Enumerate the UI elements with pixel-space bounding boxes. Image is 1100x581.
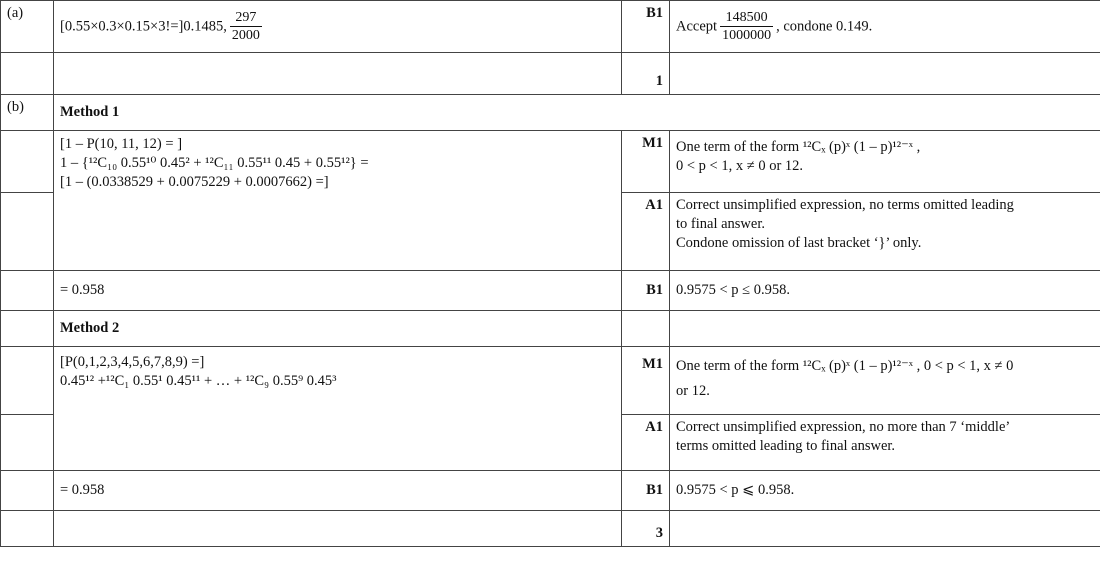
method2-m1-guidance: One term of the form ¹²Cₓ (p)ˣ (1 – p)¹²⁻ˣ , 0 < p < 1, x ≠ 0 or 12. xyxy=(670,347,1100,415)
method2-answer: = 0.958 xyxy=(54,471,622,511)
question-label-a: (a) xyxy=(1,1,54,53)
part-a-mark: B1 xyxy=(622,1,670,53)
part-a-fraction: $\frac{297}{2000}$ xyxy=(231,10,260,43)
method1-a1-mark: A1 xyxy=(622,193,670,271)
method2-m1-row xyxy=(1,347,1100,415)
method2-a1-guidance: Correct unsimplified expression, no more than 7 ‘middle’ terms omitted leading to final answer. xyxy=(670,415,1100,471)
part-b-total-row xyxy=(1,511,1100,547)
method2-answer-row xyxy=(1,471,1100,511)
part-a-working xyxy=(54,1,622,53)
part-a-guidance-fraction: $\frac{148500}{1000000}$ xyxy=(722,9,772,43)
method1-answer: = 0.958 xyxy=(54,271,622,311)
part-a-total: 1 xyxy=(622,53,670,95)
part-a-total-row xyxy=(1,53,1100,95)
method1-b1-guidance: 0.9575 < p ≤ 0.958. xyxy=(670,271,1100,311)
part-a-expression: [0.55×0.3×0.15×3!=]0.1485, xyxy=(60,18,227,35)
method1-b1-mark: B1 xyxy=(622,271,670,311)
method1-answer-row xyxy=(1,271,1100,311)
method1-heading-row xyxy=(1,95,1100,131)
method2-b1-mark: B1 xyxy=(622,471,670,511)
method1-m1-mark: M1 xyxy=(622,131,670,193)
method1-m1-row xyxy=(1,131,1100,193)
method2-heading: Method 2 xyxy=(54,311,622,347)
question-label-b: (b) xyxy=(1,95,54,131)
method2-m1-mark: M1 xyxy=(622,347,670,415)
part-b-total: 3 xyxy=(622,511,670,547)
method1-working: [1 – P(10, 11, 12) = ] 1 – {¹²C₁₀ 0.55¹⁰ 0.45² + ¹²C₁₁ 0.55¹¹ 0.45 + 0.55¹²} = [1 – (0.0338529 + 0.0075229 + 0.0007662) =] xyxy=(54,131,622,271)
method1-heading: Method 1 xyxy=(54,95,1100,131)
method1-a1-guidance: Correct unsimplified expression, no terms omitted leading to final answer. Condone omission of last bracket ‘}’ only. xyxy=(670,193,1100,271)
method2-heading-row xyxy=(1,311,1100,347)
part-a-row xyxy=(1,1,1100,53)
method1-m1-guidance: One term of the form ¹²Cₓ (p)ˣ (1 – p)¹²⁻ˣ , 0 < p < 1, x ≠ 0 or 12. xyxy=(670,131,1100,193)
method2-b1-guidance: 0.9575 < p ⩽ 0.958. xyxy=(670,471,1100,511)
method2-working: [P(0,1,2,3,4,5,6,7,8,9) =] 0.45¹² +¹²C₁ 0.55¹ 0.45¹¹ + … + ¹²C₉ 0.55⁹ 0.45³ xyxy=(54,347,622,471)
part-a-guidance: Accept $\frac{148500}{1000000}$ , condone 0.149. xyxy=(670,1,1100,53)
method2-a1-mark: A1 xyxy=(622,415,670,471)
